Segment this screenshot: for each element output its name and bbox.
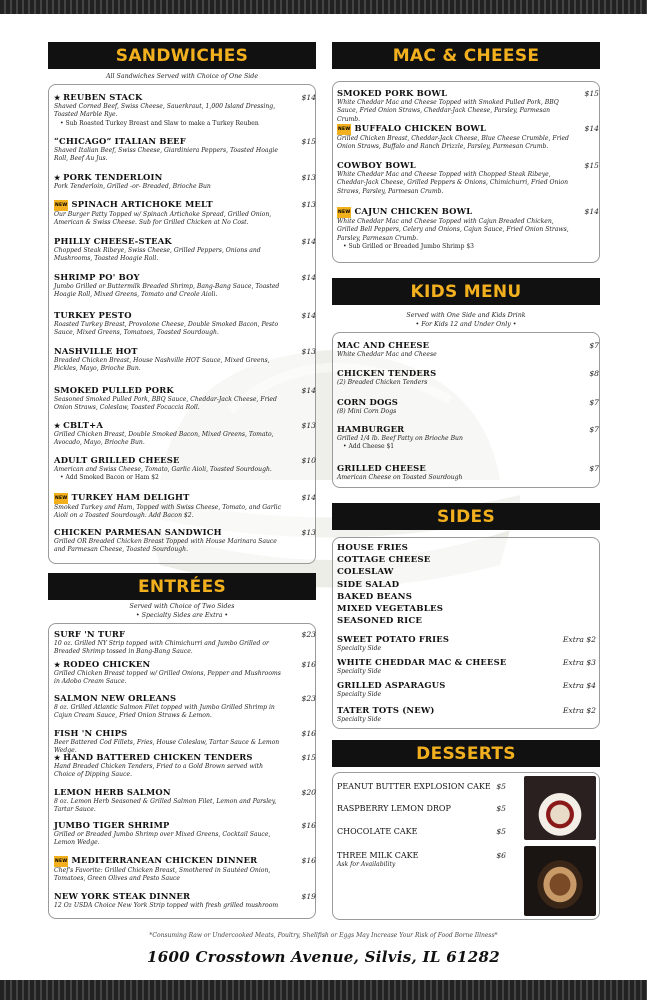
sandwiches-item-title: SMOKED PULLED PORK [54, 385, 174, 395]
entrees-note-1: Served with Choice of Two Sides [129, 603, 235, 610]
specialty-side-price: Extra $2 [562, 706, 596, 715]
sandwiches-item-desc: Shaved Italian Beef, Swiss Cheese, Giardiniera Peppers, Toasted Hoagie Roll, Beef Au Jus. [54, 147, 278, 163]
mac-item-name [337, 123, 569, 135]
sandwiches-item-price: $13 [301, 200, 316, 209]
desserts-title: DESSERTS [416, 743, 516, 764]
sandwiches-title: SANDWICHES [115, 45, 249, 66]
sandwiches-item [54, 310, 286, 338]
kids-item-title: HAMBURGER [337, 424, 405, 434]
dessert-item [337, 850, 497, 869]
sandwiches-note: All Sandwiches Served with Choice of One Side [105, 73, 259, 80]
mac-item-desc: Grilled Chicken Breast, Cheddar-Jack Cheese, Blue Cheese Crumble, Fried Onion Straws, Buffalo and Ranch Drizzle, Parsley, Parmesan Crumb. [337, 135, 569, 151]
sandwiches-item-name [54, 199, 286, 211]
mac-item-title: CAJUN CHICKEN BOWL [354, 206, 473, 216]
mac-item [337, 123, 569, 152]
sandwiches-item-desc: Grilled Chicken Breast, Double Smoked Bacon, Mixed Greens, Tomato, Avocado, Mayo, Brioche Bun. [54, 431, 274, 447]
sandwiches-item-title: “CHICAGO” ITALIAN BEEF [54, 136, 186, 146]
entrees-item [54, 891, 286, 910]
sandwiches-item-name [54, 92, 286, 103]
entrees-item [54, 659, 286, 687]
sandwiches-item-name [54, 136, 286, 147]
specialty-side [337, 634, 537, 653]
sandwiches-item-price: $13 [301, 528, 316, 537]
mac-item-name [337, 88, 569, 99]
disclaimer: *Consuming Raw or Undercooked Meats, Poultry, Shellfish or Eggs May Increase Your Risk of Food Borne Illness* [149, 932, 498, 939]
kids-item-name [337, 368, 569, 379]
sandwiches-item-desc: Our Burger Patty Topped w/ Spinach Artichoke Spread, Grilled Onion, American & Swiss Cheese. Sub for Grilled Chicken at No Cost. [54, 211, 272, 227]
star-icon: ★ [54, 753, 64, 762]
sandwiches-item-name [54, 455, 286, 466]
sandwiches-item-desc: Pork Tenderloin, Grilled -or- Breaded, Brioche Bun [54, 183, 211, 190]
sandwiches-item-desc: Chopped Steak Ribeye, Swiss Cheese, Grilled Peppers, Onions and Mushrooms, Toasted Hoagie Roll. [54, 247, 261, 263]
desserts-header [332, 740, 600, 767]
new-badge-icon: NEW [54, 493, 68, 504]
side-item: COTTAGE CHEESE [337, 555, 431, 566]
kids-item-name [337, 340, 569, 351]
sandwiches-item-price: $13 [301, 173, 316, 182]
sandwiches-item-name [54, 172, 286, 183]
specialty-side-note: Specialty Side [337, 716, 382, 723]
entrees-item-desc: Grilled or Breaded Jumbo Shrimp over Mixed Greens, Cocktail Sauce, Lemon Wedge. [54, 831, 271, 847]
sandwiches-item-desc: Breaded Chicken Breast, House Nashville HOT Sauce, Mixed Greens, Pickles, Mayo, Brioche Bun. [54, 357, 270, 373]
sandwiches-item-desc: American and Swiss Cheese, Tomato, Garlic Aioli, Toasted Sourdough. [54, 466, 272, 473]
entrees-item-price: $23 [301, 694, 316, 703]
sandwiches-item-name [54, 310, 286, 321]
entrees-item-name [54, 728, 286, 739]
dessert-name: CHOCOLATE CAKE [337, 827, 418, 836]
sandwiches-item-price: $14 [301, 93, 316, 102]
sandwiches-item-desc: Seasoned Smoked Pulled Pork, BBQ Sauce, Cheddar-Jack Cheese, Fried Onion Straws, Coleslaw, Toasted Focaccia Roll. [54, 396, 277, 412]
entrees-item [54, 855, 286, 884]
kids-item-desc: American Cheese on Toasted Sourdough [337, 474, 463, 481]
side-item: SEASONED RICE [337, 616, 423, 627]
sandwiches-item [54, 527, 286, 555]
entrees-item [54, 787, 286, 815]
entrees-item-title: SALMON NEW ORLEANS [54, 693, 177, 703]
star-icon: ★ [54, 421, 64, 430]
specialty-side [337, 657, 537, 676]
entrees-item-title: JUMBO TIGER SHRIMP [54, 820, 170, 830]
mac-title: MAC & CHEESE [392, 45, 540, 66]
entrees-item-title: NEW YORK STEAK DINNER [54, 891, 191, 901]
sandwiches-item-addon: • Add Smoked Bacon or Ham $2 [60, 474, 159, 482]
sandwiches-item-desc: Smoked Turkey and Ham, Topped with Swiss Cheese, Tomato, and Garlic Aioli on a Toasted Sourdough. Add Bacon $2. [54, 504, 282, 520]
mac-item-price: $15 [584, 161, 599, 170]
entrees-item-price: $19 [301, 892, 316, 901]
sandwiches-item [54, 236, 286, 264]
mac-item-name [337, 206, 569, 218]
specialty-side-name: WHITE CHEDDAR MAC & CHEESE [337, 657, 507, 667]
kids-item-title: MAC AND CHEESE [337, 340, 430, 350]
sandwiches-item-price: $13 [301, 421, 316, 430]
entrees-item-title: HAND BATTERED CHICKEN TENDERS [63, 752, 253, 762]
entrees-item-price: $16 [301, 821, 316, 830]
kids-item [337, 463, 569, 482]
new-badge-icon: NEW [337, 207, 351, 218]
specialty-side-price: Extra $2 [562, 635, 596, 644]
sandwiches-item-price: $14 [301, 273, 316, 282]
sandwiches-item [54, 492, 286, 521]
sandwiches-item [54, 346, 286, 374]
entrees-item-price: $16 [301, 729, 316, 738]
sandwiches-item-name [54, 527, 286, 538]
entrees-item-name [54, 693, 286, 704]
entrees-item-title: RODEO CHICKEN [63, 659, 151, 669]
side-item: COLESLAW [337, 567, 394, 578]
sandwiches-item-title: TURKEY PESTO [54, 310, 132, 320]
mac-item-name [337, 160, 569, 171]
entrees-item-name [54, 787, 286, 798]
kids-note-1: Served with One Side and Kids Drink [406, 312, 526, 319]
entrees-item-title: MEDITERRANEAN CHICKEN DINNER [71, 855, 258, 865]
specialty-side-note: Specialty Side [337, 668, 382, 675]
sandwiches-item-price: $14 [301, 386, 316, 395]
dessert-note: Ask for Availability [337, 861, 396, 868]
entrees-item-desc: Hand Breaded Chicken Tenders, Fried to a Gold Brown served with Choice of Dipping Sauce. [54, 763, 264, 779]
mac-item [337, 88, 569, 124]
sandwiches-item [54, 199, 286, 228]
entrees-item-name [54, 629, 286, 640]
mac-item [337, 160, 569, 196]
specialty-side [337, 705, 537, 724]
sandwiches-item-name [54, 272, 286, 283]
sandwiches-item [54, 455, 286, 483]
kids-item-name [337, 397, 569, 408]
sides-header [332, 503, 600, 530]
bottom-border [0, 980, 647, 1000]
sandwiches-item-title: SHRIMP PO' BOY [54, 272, 140, 282]
mac-item-desc: White Cheddar Mac and Cheese Topped with Smoked Pulled Pork, BBQ Sauce, Fried Onion Straws, Cheddar-Jack Cheese, Parsley, Parmesan Crumb. [337, 99, 559, 123]
star-icon: ★ [54, 660, 64, 669]
dessert-photo-trifle [524, 846, 596, 916]
specialty-side-name: TATER TOTS (NEW) [337, 705, 435, 715]
specialty-side-note: Specialty Side [337, 645, 382, 652]
entrees-item-name [54, 752, 286, 763]
kids-item-price: $8 [589, 369, 599, 378]
kids-item [337, 368, 569, 387]
dessert-item [337, 803, 497, 814]
kids-title: KIDS MENU [410, 281, 522, 302]
entrees-item [54, 629, 286, 657]
specialty-side-name: GRILLED ASPARAGUS [337, 680, 446, 690]
entrees-item-desc: Grilled Chicken Breast topped w/ Grilled Onions, Pepper and Mushrooms in Adobo Cream Sauce. [54, 670, 281, 686]
sandwiches-item-title: REUBEN STACK [63, 92, 143, 102]
entrees-item [54, 693, 286, 721]
specialty-side-note: Specialty Side [337, 691, 382, 698]
mac-item-price: $15 [584, 89, 599, 98]
sandwiches-item-title: SPINACH ARTICHOKE MELT [71, 199, 213, 209]
mac-item [337, 206, 569, 252]
new-badge-icon: NEW [54, 200, 68, 211]
address: 1600 Crosstown Avenue, Silvis, IL 61282 [147, 948, 500, 966]
kids-item-title: CHICKEN TENDERS [337, 368, 437, 378]
specialty-side [337, 680, 537, 699]
mac-item-desc: White Cheddar Mac and Cheese Topped with Chopped Steak Ribeye, Cheddar-Jack Cheese, Grilled Peppers & Onions, Chimichurri, Fried Onion Straws, Parsley, Parmesan Crumb. [337, 171, 569, 195]
mac-item-title: SMOKED PORK BOWL [337, 88, 448, 98]
sandwiches-item-desc: Jumbo Grilled or Buttermilk Breaded Shrimp, Bang-Bang Sauce, Toasted Hoagie Roll, Mixed Greens, Tomato and Creole Aioli. [54, 283, 280, 299]
dessert-name: RASPBERRY LEMON DROP [337, 804, 451, 813]
sandwiches-item-name [54, 385, 286, 396]
entrees-item-price: $23 [301, 630, 316, 639]
kids-item-name [337, 424, 569, 435]
mac-item-desc: White Cheddar Mac and Cheese Topped with Cajun Breaded Chicken, Grilled Bell Peppers, Celery and Onions, Cajun Sauce, Fried Onion Straws, Parsley, Parmesan Crumb. [337, 218, 569, 242]
entrees-item-desc: 10 oz. Grilled NY Strip topped with Chimichurri and Jumbo Grilled or Breaded Shrimp tossed in Bang-Bang Sauce. [54, 640, 269, 656]
sandwiches-item-name [54, 236, 286, 247]
entrees-item-desc: 8 oz. Lemon Herb Seasoned & Grilled Salmon Filet, Lemon and Parsley, Tartar Sauce. [54, 798, 277, 814]
entrees-item-desc: 8 oz. Grilled Atlantic Salmon Filet topped with Jumbo Grilled Shrimp in Cajun Cream Sauce, Fried Onion Straws & Lemon. [54, 704, 275, 720]
entrees-item-desc: Beer Battered Cod Fillets, Fries, House Coleslaw, Tartar Sauce & Lemon Wedge. [54, 739, 280, 755]
dessert-price: $5 [496, 782, 506, 791]
sandwiches-item-price: $14 [301, 311, 316, 320]
side-item: MIXED VEGETABLES [337, 604, 444, 614]
mac-header [332, 42, 600, 69]
kids-header [332, 278, 600, 305]
kids-note-2: • For Kids 12 and Under Only • [415, 321, 517, 328]
sandwiches-item [54, 272, 286, 300]
entrees-item-price: $16 [301, 856, 316, 865]
side-item: HOUSE FRIES [337, 543, 409, 553]
entrees-title: ENTRÉES [137, 576, 227, 597]
mac-item-title: COWBOY BOWL [337, 160, 416, 170]
side-item: BAKED BEANS [337, 591, 413, 602]
mac-item-addon: • Sub Grilled or Breaded Jumbo Shrimp $3 [343, 243, 474, 251]
sandwiches-item-title: PORK TENDERLOIN [63, 172, 163, 182]
dessert-item [337, 826, 497, 837]
entrees-item [54, 820, 286, 848]
kids-item [337, 424, 569, 452]
entrees-item-name [54, 659, 286, 670]
mac-item-price: $14 [584, 207, 599, 216]
kids-item-price: $7 [589, 464, 599, 473]
sandwiches-item-price: $10 [301, 456, 316, 465]
dessert-price: $6 [496, 851, 506, 860]
kids-item-desc: Grilled 1/4 lb. Beef Patty on Brioche Bun [337, 435, 463, 442]
dessert-item [337, 781, 497, 792]
entrees-item-name [54, 820, 286, 831]
sandwiches-item-desc: Grilled OR Breaded Chicken Breast Topped with House Marinara Sauce and Parmesan Cheese, Toasted Sourdough. [54, 538, 277, 554]
entrees-header [48, 573, 316, 600]
sandwiches-item-name [54, 420, 286, 431]
sandwiches-item-price: $14 [301, 237, 316, 246]
dessert-price: $5 [496, 827, 506, 836]
dessert-name: PEANUT BUTTER EXPLOSION CAKE [337, 782, 491, 791]
sandwiches-item [54, 92, 286, 128]
entrees-item-price: $15 [301, 753, 316, 762]
kids-item-price: $7 [589, 398, 599, 407]
kids-item [337, 340, 569, 359]
side-item: SIDE SALAD [337, 579, 400, 590]
specialty-side-price: Extra $4 [562, 681, 596, 690]
sandwiches-item-title: CBLT+A [63, 420, 104, 430]
specialty-side-name: SWEET POTATO FRIES [337, 634, 450, 644]
star-icon: ★ [54, 93, 64, 102]
kids-item-name [337, 463, 569, 474]
entrees-item-desc: Chef's Favorite: Grilled Chicken Breast, Smothered in Sautéed Onion, Tomatoes, Green Olives and Pesto Sauce [54, 867, 271, 883]
specialty-side-price: Extra $3 [562, 658, 596, 667]
sandwiches-item-desc: Roasted Turkey Breast, Provolone Cheese, Double Smoked Bacon, Pesto Sauce, Mixed Greens, Tomatoes, Toasted Sourdough. [54, 321, 279, 337]
sandwiches-item [54, 385, 286, 413]
mac-item-title: BUFFALO CHICKEN BOWL [354, 123, 487, 133]
kids-item [337, 397, 569, 416]
sandwiches-item [54, 136, 286, 164]
sandwiches-item-desc: Shaved Corned Beef, Swiss Cheese, Sauerkraut, 1,000 Island Dressing, Toasted Marble Rye. [54, 103, 276, 119]
top-border [0, 0, 647, 14]
sandwiches-item-title: ADULT GRILLED CHEESE [54, 455, 180, 465]
entrees-item-desc: 12 Oz USDA Choice New York Strip topped with fresh grilled mushroom [54, 902, 279, 909]
entrees-item-price: $20 [301, 788, 316, 797]
sandwiches-item-price: $15 [301, 137, 316, 146]
new-badge-icon: NEW [54, 856, 68, 867]
dessert-price: $5 [496, 804, 506, 813]
sandwiches-item-title: NASHVILLE HOT [54, 346, 138, 356]
kids-item-price: $7 [589, 425, 599, 434]
entrees-item-name [54, 855, 286, 867]
sandwiches-item-price: $14 [301, 493, 316, 502]
star-icon: ★ [54, 173, 64, 182]
sandwiches-item [54, 172, 286, 191]
entrees-item-price: $16 [301, 660, 316, 669]
kids-item-desc: (2) Breaded Chicken Tenders [337, 379, 428, 386]
entrees-item-title: SURF 'N TURF [54, 629, 126, 639]
dessert-photo-cake [524, 776, 596, 840]
sandwiches-item-addon: • Sub Roasted Turkey Breast and Slaw to make a Turkey Reuben [60, 119, 259, 127]
sides-title: SIDES [436, 506, 496, 527]
sandwiches-item-title: TURKEY HAM DELIGHT [71, 492, 190, 502]
kids-item-title: GRILLED CHEESE [337, 463, 426, 473]
new-badge-icon: NEW [337, 124, 351, 135]
mac-item-price: $14 [584, 124, 599, 133]
entrees-item-title: LEMON HERB SALMON [54, 787, 171, 797]
kids-item-price: $7 [589, 341, 599, 350]
kids-item-title: CORN DOGS [337, 397, 399, 407]
entrees-item-name [54, 891, 286, 902]
kids-item-addon: • Add Cheese $1 [343, 443, 395, 451]
sandwiches-item-title: PHILLY CHEESE-STEAK [54, 236, 172, 246]
sandwiches-header [48, 42, 316, 69]
kids-item-desc: White Cheddar Mac and Cheese [337, 351, 437, 358]
sandwiches-item-price: $13 [301, 347, 316, 356]
kids-item-desc: (8) Mini Corn Dogs [337, 408, 397, 415]
sandwiches-item [54, 420, 286, 448]
entrees-item-title: FISH 'N CHIPS [54, 728, 128, 738]
sandwiches-item-name [54, 492, 286, 504]
entrees-note-2: • Specialty Sides are Extra • [135, 612, 229, 619]
dessert-name: THREE MILK CAKE [337, 851, 419, 860]
sandwiches-item-name [54, 346, 286, 357]
entrees-item [54, 752, 286, 780]
sandwiches-item-title: CHICKEN PARMESAN SANDWICH [54, 527, 222, 537]
